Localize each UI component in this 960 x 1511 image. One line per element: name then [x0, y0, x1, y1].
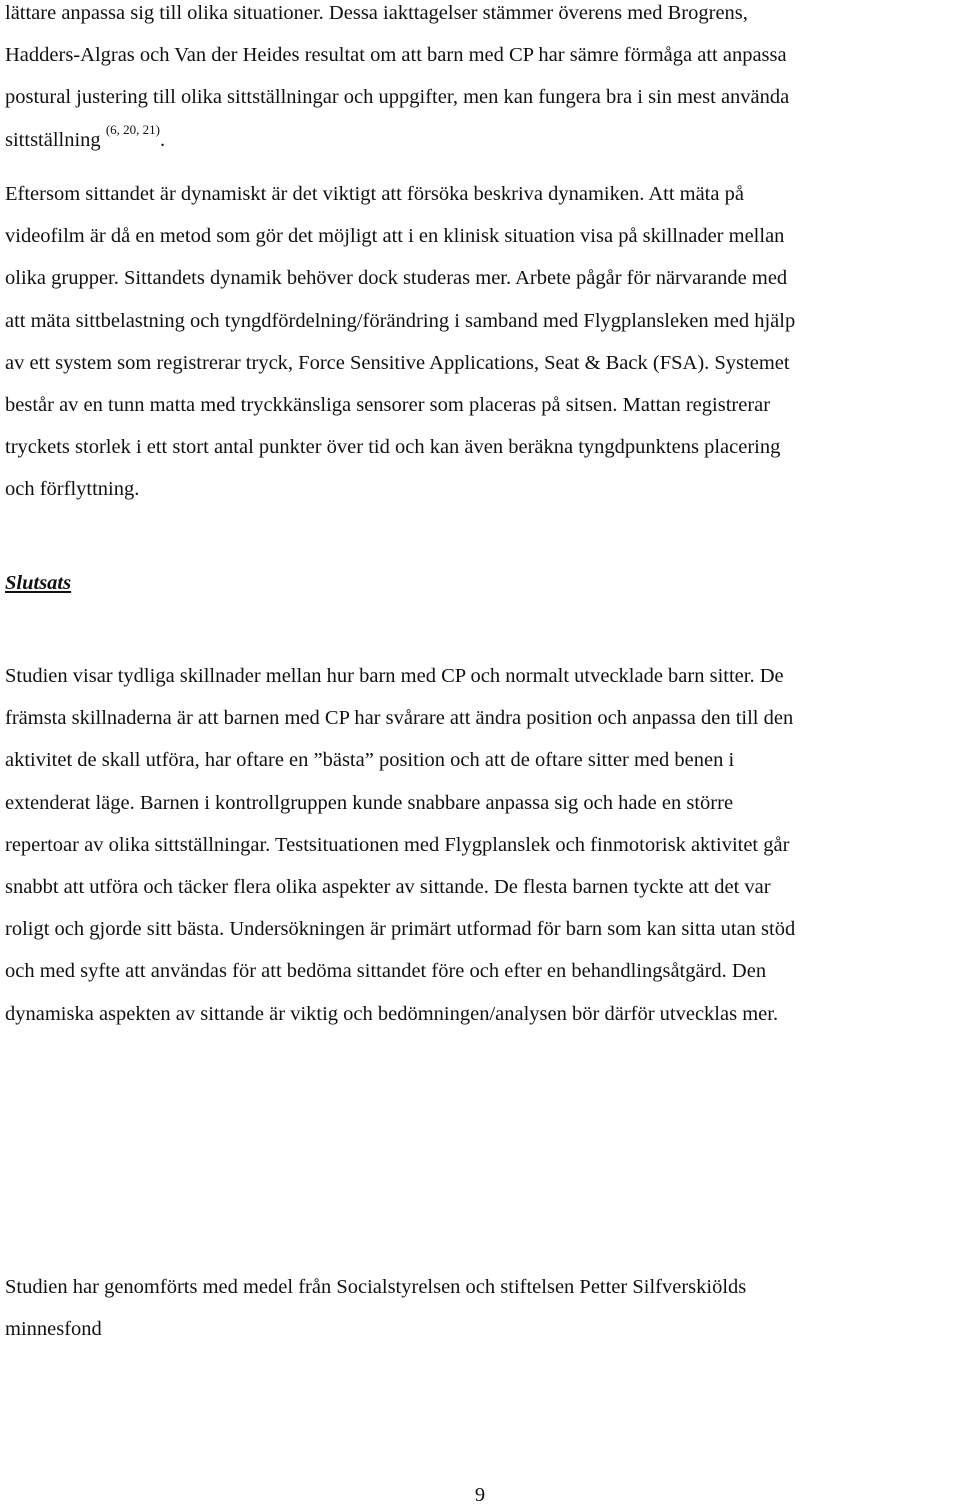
paragraph-dynamics — [5, 173, 795, 511]
text-line-with-citation — [5, 119, 789, 163]
text-line: lättare anpassa sig till olika situationer. Dessa iakttagelser stämmer överens med Brogrens, — [5, 2, 748, 24]
text-segment: sittställning — [5, 128, 106, 151]
text-line: och med syfte att användas för att bedöma sittandet före och efter en behandlingsåtgärd. Den — [5, 960, 767, 983]
text-line: minnesfond — [5, 1318, 102, 1341]
text-line: av ett system som registrerar tryck, Force Sensitive Applications, Seat & Back (FSA). Systemet — [5, 351, 790, 374]
section-heading-slutsats: Slutsats — [5, 572, 72, 594]
paragraph-funding — [5, 1266, 746, 1350]
text-line: aktivitet de skall utföra, har oftare en ”bästa” position och att de oftare sitter med benen i — [5, 749, 735, 772]
text-line: extenderat läge. Barnen i kontrollgruppen kunde snabbare anpassa sig och hade en större — [5, 791, 734, 814]
text-line: tryckets storlek i ett stort antal punkter över tid och kan även beräkna tyngdpunktens placering — [5, 436, 781, 459]
text-line: videofilm är då en metod som gör det möjligt att i en klinisk situation visa på skillnader mellan — [5, 225, 785, 248]
text-line: dynamiska aspekten av sittande är viktig och bedömningen/analysen bör därför utvecklas mer. — [5, 1002, 779, 1025]
text-line: främsta skillnaderna är att barnen med CP har svårare att ändra position och anpassa den till den — [5, 707, 794, 730]
paragraph-postural-adjustment — [5, 0, 789, 163]
text-line: och förflyttning. — [5, 478, 140, 501]
paragraph-conclusion — [5, 655, 795, 1035]
text-line: olika grupper. Sittandets dynamik behöver dock studeras mer. Arbete pågår för närvarande med — [5, 267, 788, 290]
text-line: Hadders-Algras och Van der Heides resultat om att barn med CP har sämre förmåga att anpassa — [5, 44, 787, 67]
citation-superscript: (6, 20, 21) — [105, 121, 160, 137]
text-segment: . — [159, 128, 166, 151]
text-line: Studien har genomförts med medel från Socialstyrelsen och stiftelsen Petter Silfverskiölds — [5, 1276, 747, 1298]
page-number: 9 — [474, 1484, 486, 1506]
text-line: snabbt att utföra och täcker flera olika aspekter av sittande. De flesta barnen tyckte att det var — [5, 876, 771, 899]
text-line: Studien visar tydliga skillnader mellan hur barn med CP och normalt utvecklade barn sitter. De — [5, 665, 784, 687]
text-line: består av en tunn matta med tryckkänsliga sensorer som placeras på sitsen. Mattan registrerar — [5, 394, 771, 417]
text-line: Eftersom sittandet är dynamiskt är det viktigt att försöka beskriva dynamiken. Att mäta på — [5, 183, 744, 205]
text-line: postural justering till olika sittställningar och uppgifter, men kan fungera bra i sin mest använda — [5, 86, 790, 109]
text-line: repertoar av olika sittställningar. Testsituationen med Flygplanslek och finmotorisk aktivitet går — [5, 833, 790, 856]
text-line: att mäta sittbelastning och tyngdfördelning/förändring i samband med Flygplansleken med hjälp — [5, 309, 796, 332]
text-line: roligt och gjorde sitt bästa. Undersökningen är primärt utformad för barn som kan sitta utan stöd — [5, 918, 796, 941]
